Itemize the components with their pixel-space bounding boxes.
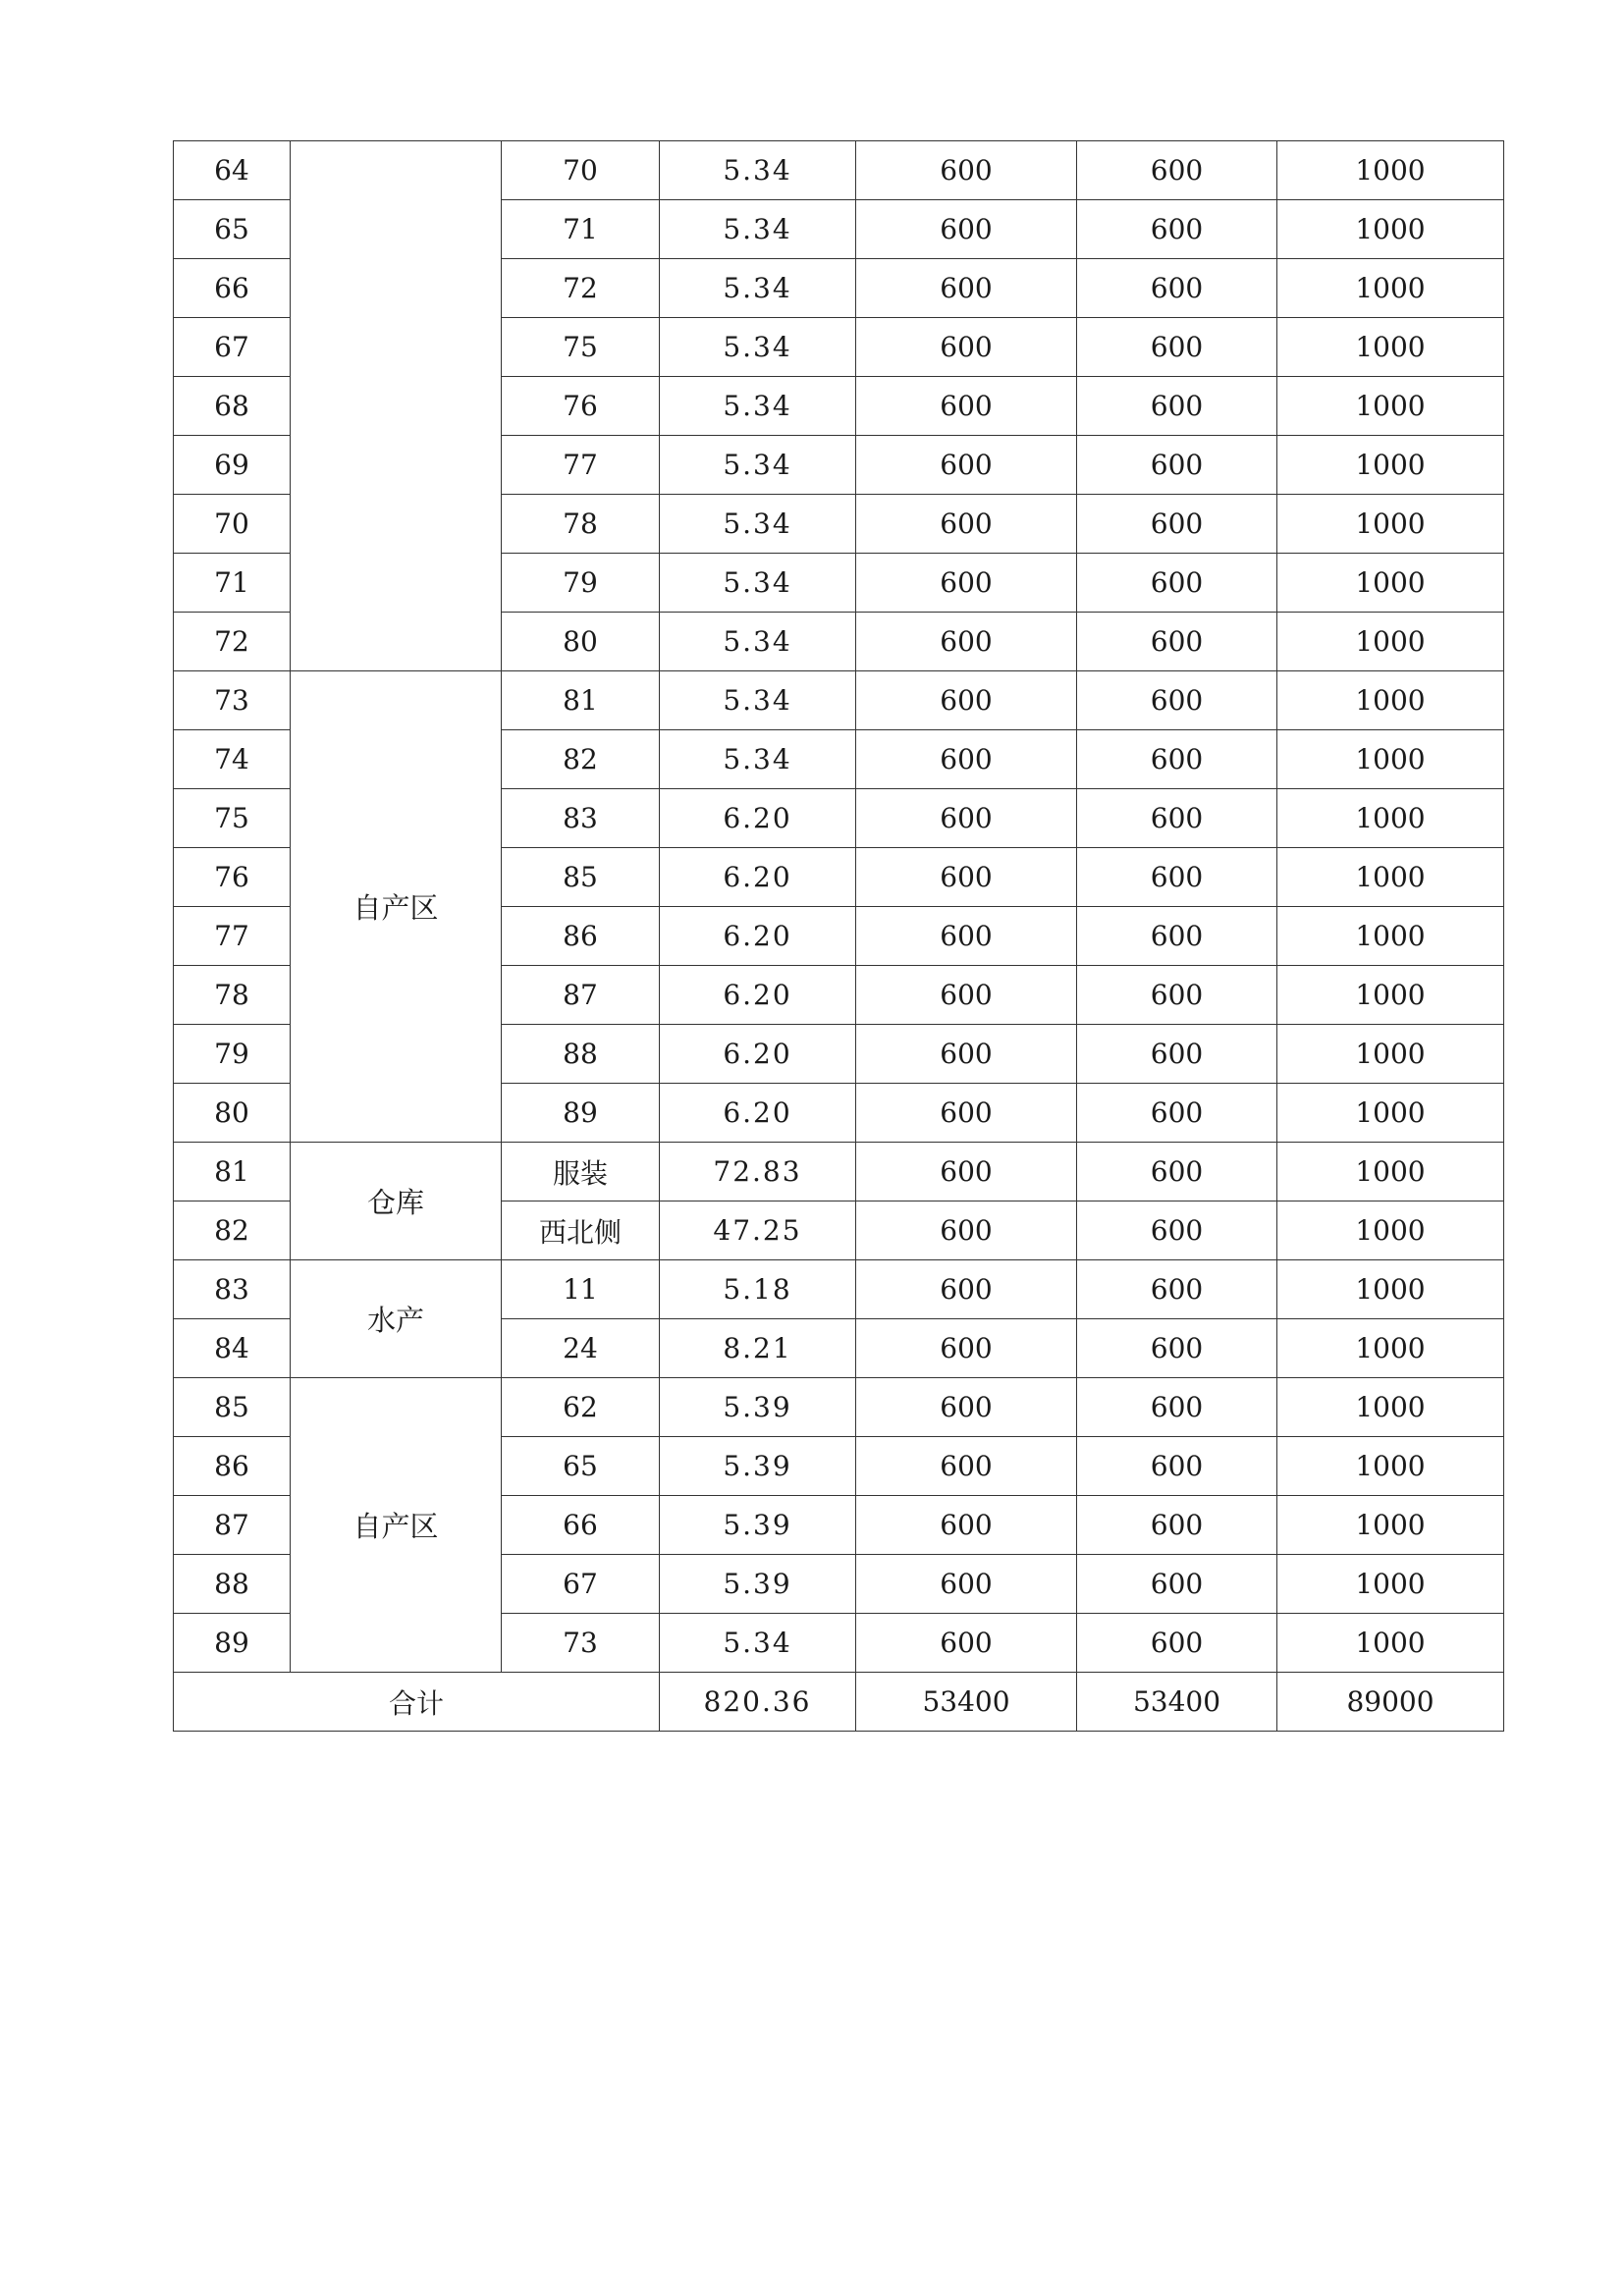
seq-cell: 74 xyxy=(174,730,291,789)
stall-cell: 87 xyxy=(502,966,660,1025)
value-3-cell: 1000 xyxy=(1277,1025,1504,1084)
value-1-cell: 600 xyxy=(856,1319,1077,1378)
value-3-cell: 1000 xyxy=(1277,1614,1504,1673)
total-value-1-cell: 53400 xyxy=(856,1673,1077,1732)
seq-cell: 82 xyxy=(174,1201,291,1260)
seq-cell: 79 xyxy=(174,1025,291,1084)
table-row xyxy=(174,671,1504,730)
stall-cell: 80 xyxy=(502,613,660,671)
seq-cell: 78 xyxy=(174,966,291,1025)
total-row xyxy=(174,1673,1504,1732)
stall-cell: 76 xyxy=(502,377,660,436)
value-1-cell: 600 xyxy=(856,1437,1077,1496)
value-1-cell: 600 xyxy=(856,259,1077,318)
value-2-cell: 600 xyxy=(1077,907,1277,966)
value-1-cell: 600 xyxy=(856,1084,1077,1143)
value-1-cell: 600 xyxy=(856,789,1077,848)
value-2-cell: 600 xyxy=(1077,1378,1277,1437)
seq-cell: 83 xyxy=(174,1260,291,1319)
value-2-cell: 600 xyxy=(1077,1143,1277,1201)
value-3-cell: 1000 xyxy=(1277,671,1504,730)
area-size-cell: 5.34 xyxy=(660,495,856,554)
area-size-cell: 5.34 xyxy=(660,318,856,377)
area-size-cell: 6.20 xyxy=(660,966,856,1025)
seq-cell: 67 xyxy=(174,318,291,377)
value-2-cell: 600 xyxy=(1077,1260,1277,1319)
value-2-cell: 600 xyxy=(1077,1319,1277,1378)
area-size-cell: 5.39 xyxy=(660,1496,856,1555)
area-group-cell: 仓库 xyxy=(291,1143,502,1260)
value-1-cell: 600 xyxy=(856,141,1077,200)
value-1-cell: 600 xyxy=(856,495,1077,554)
seq-cell: 87 xyxy=(174,1496,291,1555)
seq-cell: 88 xyxy=(174,1555,291,1614)
value-3-cell: 1000 xyxy=(1277,1143,1504,1201)
value-3-cell: 1000 xyxy=(1277,907,1504,966)
seq-cell: 76 xyxy=(174,848,291,907)
stall-cell: 67 xyxy=(502,1555,660,1614)
area-size-cell: 5.34 xyxy=(660,259,856,318)
stall-cell: 11 xyxy=(502,1260,660,1319)
value-3-cell: 1000 xyxy=(1277,436,1504,495)
value-1-cell: 600 xyxy=(856,671,1077,730)
value-2-cell: 600 xyxy=(1077,436,1277,495)
value-3-cell: 1000 xyxy=(1277,1319,1504,1378)
value-2-cell: 600 xyxy=(1077,1201,1277,1260)
stall-cell: 西北侧 xyxy=(502,1201,660,1260)
value-1-cell: 600 xyxy=(856,1555,1077,1614)
value-1-cell: 600 xyxy=(856,1025,1077,1084)
area-size-cell: 5.34 xyxy=(660,377,856,436)
value-1-cell: 600 xyxy=(856,200,1077,259)
value-3-cell: 1000 xyxy=(1277,1496,1504,1555)
seq-cell: 75 xyxy=(174,789,291,848)
table-row xyxy=(174,1260,1504,1319)
stall-cell: 71 xyxy=(502,200,660,259)
value-2-cell: 600 xyxy=(1077,671,1277,730)
seq-cell: 71 xyxy=(174,554,291,613)
value-1-cell: 600 xyxy=(856,436,1077,495)
value-1-cell: 600 xyxy=(856,1496,1077,1555)
seq-cell: 69 xyxy=(174,436,291,495)
value-2-cell: 600 xyxy=(1077,789,1277,848)
value-2-cell: 600 xyxy=(1077,966,1277,1025)
area-group-cell: 水产 xyxy=(291,1260,502,1378)
seq-cell: 81 xyxy=(174,1143,291,1201)
value-3-cell: 1000 xyxy=(1277,966,1504,1025)
stall-cell: 86 xyxy=(502,907,660,966)
value-2-cell: 600 xyxy=(1077,1496,1277,1555)
seq-cell: 66 xyxy=(174,259,291,318)
area-group-cell: 自产区 xyxy=(291,1378,502,1673)
area-size-cell: 5.34 xyxy=(660,554,856,613)
value-3-cell: 1000 xyxy=(1277,613,1504,671)
value-3-cell: 1000 xyxy=(1277,730,1504,789)
area-size-cell: 47.25 xyxy=(660,1201,856,1260)
value-3-cell: 1000 xyxy=(1277,554,1504,613)
table-row xyxy=(174,1378,1504,1437)
value-1-cell: 600 xyxy=(856,730,1077,789)
table-row xyxy=(174,1143,1504,1201)
value-1-cell: 600 xyxy=(856,1143,1077,1201)
area-size-cell: 5.34 xyxy=(660,141,856,200)
total-value-2-cell: 53400 xyxy=(1077,1673,1277,1732)
stall-cell: 服装 xyxy=(502,1143,660,1201)
seq-cell: 64 xyxy=(174,141,291,200)
fee-table xyxy=(173,140,1504,1732)
seq-cell: 70 xyxy=(174,495,291,554)
value-3-cell: 1000 xyxy=(1277,1084,1504,1143)
stall-cell: 89 xyxy=(502,1084,660,1143)
value-1-cell: 600 xyxy=(856,848,1077,907)
value-2-cell: 600 xyxy=(1077,1084,1277,1143)
area-size-cell: 5.34 xyxy=(660,613,856,671)
stall-cell: 83 xyxy=(502,789,660,848)
area-size-cell: 6.20 xyxy=(660,907,856,966)
area-size-cell: 72.83 xyxy=(660,1143,856,1201)
stall-cell: 77 xyxy=(502,436,660,495)
stall-cell: 75 xyxy=(502,318,660,377)
value-2-cell: 600 xyxy=(1077,200,1277,259)
value-3-cell: 1000 xyxy=(1277,200,1504,259)
area-size-cell: 6.20 xyxy=(660,1025,856,1084)
value-1-cell: 600 xyxy=(856,966,1077,1025)
area-size-cell: 5.34 xyxy=(660,671,856,730)
value-3-cell: 1000 xyxy=(1277,1260,1504,1319)
value-3-cell: 1000 xyxy=(1277,318,1504,377)
area-size-cell: 5.34 xyxy=(660,730,856,789)
stall-cell: 79 xyxy=(502,554,660,613)
value-2-cell: 600 xyxy=(1077,377,1277,436)
value-1-cell: 600 xyxy=(856,1201,1077,1260)
area-size-cell: 5.34 xyxy=(660,200,856,259)
stall-cell: 78 xyxy=(502,495,660,554)
area-size-cell: 5.39 xyxy=(660,1555,856,1614)
value-3-cell: 1000 xyxy=(1277,377,1504,436)
seq-cell: 77 xyxy=(174,907,291,966)
area-size-cell: 5.39 xyxy=(660,1378,856,1437)
stall-cell: 66 xyxy=(502,1496,660,1555)
value-3-cell: 1000 xyxy=(1277,789,1504,848)
table-body xyxy=(174,141,1504,1732)
total-value-3-cell: 89000 xyxy=(1277,1673,1504,1732)
seq-cell: 68 xyxy=(174,377,291,436)
area-size-cell: 5.39 xyxy=(660,1437,856,1496)
value-2-cell: 600 xyxy=(1077,1555,1277,1614)
stall-cell: 82 xyxy=(502,730,660,789)
seq-cell: 89 xyxy=(174,1614,291,1673)
value-3-cell: 1000 xyxy=(1277,1555,1504,1614)
area-group-cell xyxy=(291,141,502,671)
stall-cell: 70 xyxy=(502,141,660,200)
value-3-cell: 1000 xyxy=(1277,259,1504,318)
stall-cell: 65 xyxy=(502,1437,660,1496)
total-label: 合计 xyxy=(174,1673,660,1732)
value-2-cell: 600 xyxy=(1077,730,1277,789)
value-3-cell: 1000 xyxy=(1277,1378,1504,1437)
value-2-cell: 600 xyxy=(1077,1614,1277,1673)
value-1-cell: 600 xyxy=(856,318,1077,377)
stall-cell: 62 xyxy=(502,1378,660,1437)
seq-cell: 65 xyxy=(174,200,291,259)
value-2-cell: 600 xyxy=(1077,495,1277,554)
stall-cell: 81 xyxy=(502,671,660,730)
area-size-cell: 6.20 xyxy=(660,1084,856,1143)
seq-cell: 80 xyxy=(174,1084,291,1143)
stall-cell: 72 xyxy=(502,259,660,318)
value-3-cell: 1000 xyxy=(1277,1201,1504,1260)
value-1-cell: 600 xyxy=(856,554,1077,613)
value-2-cell: 600 xyxy=(1077,554,1277,613)
value-1-cell: 600 xyxy=(856,377,1077,436)
value-2-cell: 600 xyxy=(1077,613,1277,671)
value-1-cell: 600 xyxy=(856,907,1077,966)
seq-cell: 72 xyxy=(174,613,291,671)
stall-cell: 88 xyxy=(502,1025,660,1084)
value-1-cell: 600 xyxy=(856,1378,1077,1437)
area-size-cell: 5.18 xyxy=(660,1260,856,1319)
value-3-cell: 1000 xyxy=(1277,141,1504,200)
value-3-cell: 1000 xyxy=(1277,495,1504,554)
total-area-cell: 820.36 xyxy=(660,1673,856,1732)
value-1-cell: 600 xyxy=(856,1614,1077,1673)
area-size-cell: 8.21 xyxy=(660,1319,856,1378)
stall-cell: 24 xyxy=(502,1319,660,1378)
seq-cell: 86 xyxy=(174,1437,291,1496)
area-size-cell: 6.20 xyxy=(660,848,856,907)
area-size-cell: 5.34 xyxy=(660,1614,856,1673)
value-2-cell: 600 xyxy=(1077,1437,1277,1496)
seq-cell: 85 xyxy=(174,1378,291,1437)
stall-cell: 73 xyxy=(502,1614,660,1673)
area-group-cell: 自产区 xyxy=(291,671,502,1143)
value-3-cell: 1000 xyxy=(1277,1437,1504,1496)
value-2-cell: 600 xyxy=(1077,141,1277,200)
value-3-cell: 1000 xyxy=(1277,848,1504,907)
value-2-cell: 600 xyxy=(1077,318,1277,377)
value-2-cell: 600 xyxy=(1077,259,1277,318)
area-size-cell: 5.34 xyxy=(660,436,856,495)
seq-cell: 73 xyxy=(174,671,291,730)
table-row xyxy=(174,141,1504,200)
area-size-cell: 6.20 xyxy=(660,789,856,848)
value-1-cell: 600 xyxy=(856,613,1077,671)
seq-cell: 84 xyxy=(174,1319,291,1378)
value-1-cell: 600 xyxy=(856,1260,1077,1319)
value-2-cell: 600 xyxy=(1077,1025,1277,1084)
stall-cell: 85 xyxy=(502,848,660,907)
value-2-cell: 600 xyxy=(1077,848,1277,907)
